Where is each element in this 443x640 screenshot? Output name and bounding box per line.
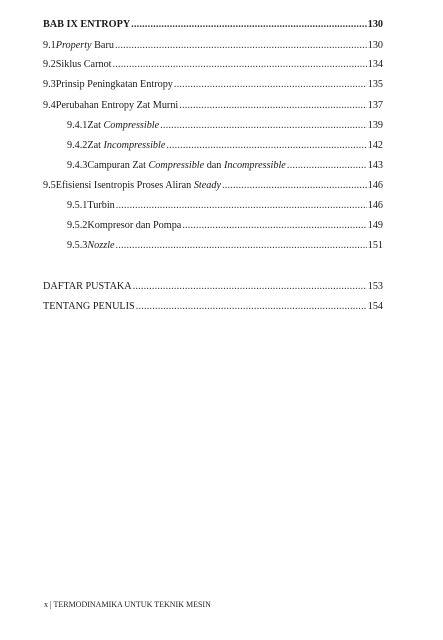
title-part: Siklus Carnot	[55, 59, 112, 70]
toc-entry-9-5-3	[0, 238, 443, 254]
toc-chapter-page: 130	[367, 19, 383, 30]
toc-entry-page: 134	[367, 59, 383, 70]
toc-entry-title	[87, 158, 285, 174]
toc-entry-number: 9.4.2	[67, 140, 88, 151]
toc-back-daftar-pustaka	[0, 279, 443, 295]
title-part: Campuran Zat	[87, 160, 149, 171]
toc-entry-9-5-1	[0, 198, 443, 214]
title-part: Zat	[87, 120, 104, 131]
toc-entry-9-4-2	[0, 138, 443, 154]
toc-entry-9-4-1	[0, 118, 443, 134]
toc-entry-page: 149	[367, 220, 383, 231]
toc-entry-number: 9.5.3	[67, 240, 88, 251]
toc-entry-title	[87, 118, 159, 134]
toc-entry-title	[56, 98, 179, 114]
leader-dots	[113, 57, 367, 73]
toc-entry-9-5	[0, 178, 443, 194]
title-part: dan	[204, 160, 224, 171]
leader-dots	[182, 218, 366, 234]
toc-entry-page: 143	[367, 160, 383, 171]
title-part: Zat	[87, 140, 104, 151]
toc-entry-title	[87, 198, 114, 214]
title-part: Kompresor dan Pompa	[87, 220, 182, 231]
title-part: Efisiensi Isentropis Proses Aliran	[55, 180, 194, 191]
toc-back-page: 154	[367, 301, 383, 312]
toc-entry-title	[87, 238, 114, 254]
title-part: Prinsip Peningkatan Entropy	[55, 79, 173, 90]
toc-entry-9-4-3	[0, 158, 443, 174]
toc-entry-title	[56, 38, 114, 54]
leader-dots	[179, 98, 366, 114]
toc-entry-title	[56, 57, 112, 73]
title-part: Incompressible	[223, 160, 286, 171]
toc-chapter-title: BAB IX ENTROPY	[43, 19, 131, 30]
toc-entry-page: 146	[367, 180, 383, 191]
toc-entry-number: 9.3	[43, 79, 56, 90]
toc-entry-9-1	[0, 38, 443, 54]
leader-dots	[222, 178, 367, 194]
toc-entry-number: 9.1	[43, 40, 56, 51]
toc-back-title: TENTANG PENULIS	[43, 301, 135, 312]
title-part: Nozzle	[87, 240, 115, 251]
leader-dots	[133, 279, 367, 295]
toc-back-title: DAFTAR PUSTAKA	[43, 281, 132, 292]
title-part: Property	[55, 40, 92, 51]
title-part: Compressible	[148, 160, 205, 171]
toc-chapter-row	[0, 17, 443, 33]
toc-back-tentang-penulis	[0, 299, 443, 315]
leader-dots	[131, 17, 367, 33]
toc-entry-9-3	[0, 77, 443, 93]
title-part: Turbin	[87, 200, 115, 211]
toc-entry-9-2	[0, 57, 443, 73]
leader-dots	[166, 138, 366, 154]
toc-entry-number: 9.5.1	[67, 200, 88, 211]
toc-entry-page: 151	[367, 240, 383, 251]
title-part: Baru	[91, 40, 114, 51]
title-part: Compressible	[103, 120, 160, 131]
toc-entry-number: 9.4.1	[67, 120, 88, 131]
toc-entry-page: 146	[367, 200, 383, 211]
toc-entry-number: 9.5.2	[67, 220, 88, 231]
leader-dots	[287, 158, 367, 174]
leader-dots	[116, 238, 367, 254]
toc-entry-page: 142	[367, 140, 383, 151]
toc-entry-9-4	[0, 98, 443, 114]
toc-back-page: 153	[367, 281, 383, 292]
toc-entry-number: 9.5	[43, 180, 56, 191]
toc-entry-title	[87, 218, 181, 234]
toc-entry-page: 135	[367, 79, 383, 90]
toc-entry-number: 9.4.3	[67, 160, 88, 171]
title-part: Incompressible	[103, 140, 166, 151]
leader-dots	[136, 299, 367, 315]
toc-entry-title	[56, 77, 173, 93]
toc-entry-page: 139	[367, 120, 383, 131]
leader-dots	[116, 198, 367, 214]
toc-entry-title	[87, 138, 165, 154]
toc-entry-page: 130	[367, 40, 383, 51]
toc-entry-9-5-2	[0, 218, 443, 234]
leader-dots	[174, 77, 367, 93]
title-part: Perubahan Entropy Zat Murni	[55, 100, 179, 111]
toc-entry-number: 9.4	[43, 100, 56, 111]
leader-dots	[115, 38, 367, 54]
toc-entry-page: 137	[367, 100, 383, 111]
toc-entry-title	[56, 178, 221, 194]
title-part: Steady	[193, 180, 221, 191]
leader-dots	[160, 118, 367, 134]
page-footer: x | TERMODINAMIKA UNTUK TEKNIK MESIN	[44, 600, 211, 609]
toc-entry-number: 9.2	[43, 59, 56, 70]
